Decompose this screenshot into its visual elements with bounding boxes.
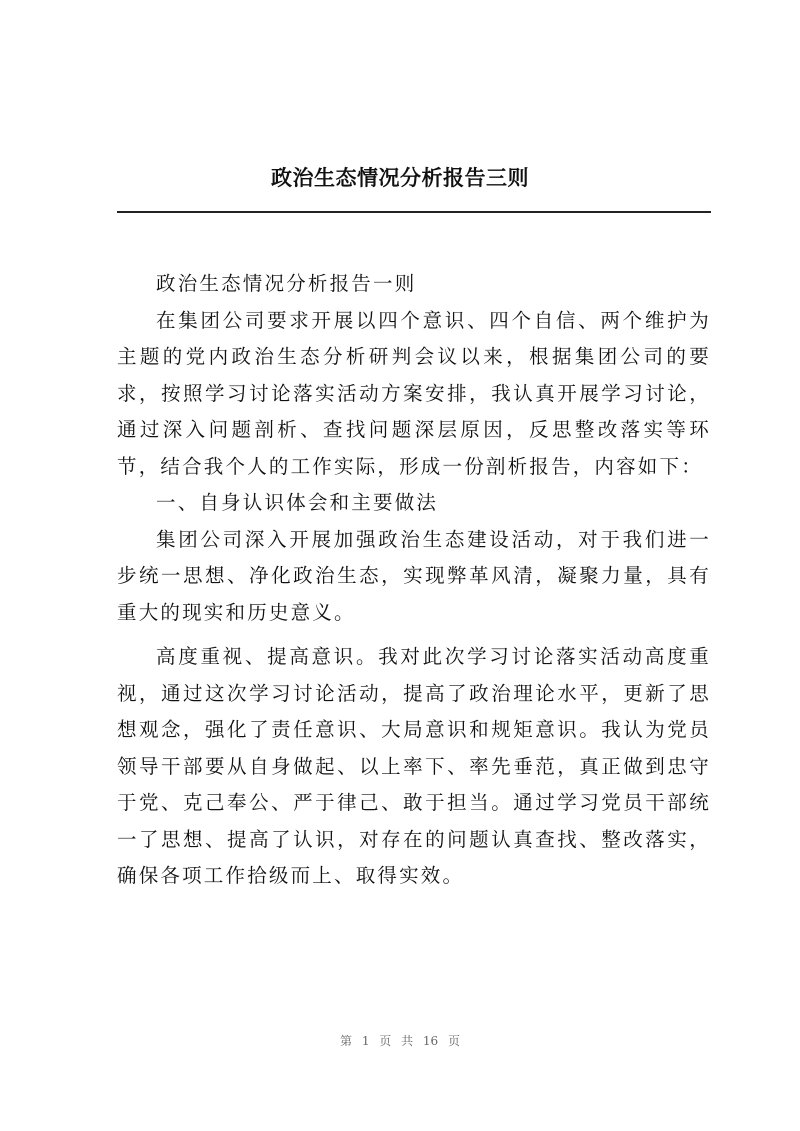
page-number-footer: 第 1 页 共 16 页 [340,1034,460,1048]
intro-paragraph: 在集团公司要求开展以四个意识、四个自信、两个维护为主题的党内政治生态分析研判会议以来，根据集团公司的要求，按照学习讨论落实活动方案安排，我认真开展学习讨论，通过深入问题剖析、查找问题深层原因，反思整改落实等环节，结合我个人的工作实际，形成一份剖析报告，内容如下： [117,308,711,478]
section-heading: 一、自身认识体会和主要做法 [156,491,439,514]
document-body [117,266,711,895]
document-title: 政治生态情况分析报告三则 [271,165,529,190]
title-divider [117,211,711,213]
body-paragraph: 高度重视、提高意识。我对此次学习讨论落实活动高度重视，通过这次学习讨论活动，提高了政治理论水平，更新了思想观念，强化了责任意识、大局意识和规矩意识。我认为党员领导干部要从自身做起、以上率下、率先垂范，真正做到忠守于党、克己奉公、严于律己、敢于担当。通过学习党员干部统一了思想、提高了认识，对存在的问题认真查找、整改落实，确保各项工作拾级而上、取得实效。 [117,645,711,887]
body-paragraph: 集团公司深入开展加强政治生态建设活动，对于我们进一步统一思想、净化政治生态，实现弊革风清，凝聚力量，具有重大的现实和历史意义。 [117,527,711,624]
report-subtitle: 政治生态情况分析报告一则 [156,272,417,295]
